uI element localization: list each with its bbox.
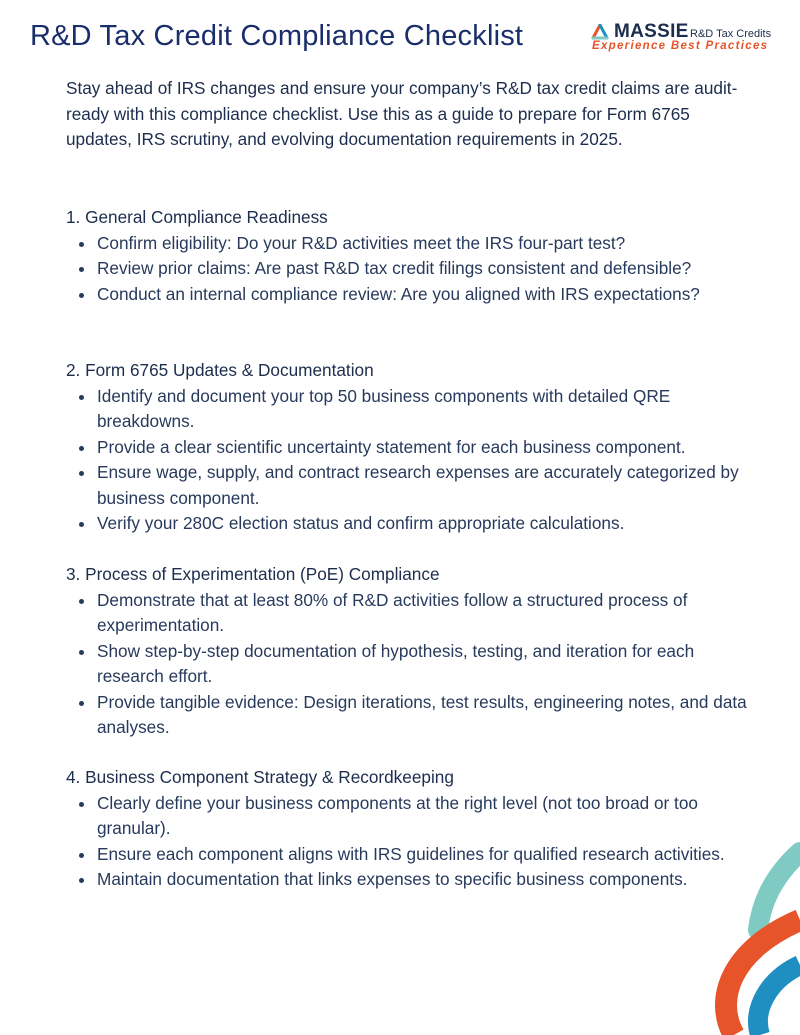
checklist-item: Review prior claims: Are past R&D tax credit filings consistent and defensible? [66, 256, 756, 282]
checklist [66, 231, 756, 308]
checklist-item: Ensure wage, supply, and contract research expenses are accurately categorized by business component. [66, 460, 756, 511]
checklist-item: Identify and document your top 50 business components with detailed QRE breakdowns. [66, 384, 756, 435]
checklist [66, 791, 756, 893]
checklist-item: Provide a clear scientific uncertainty statement for each business component. [66, 435, 756, 461]
section-heading: 4. Business Component Strategy & Recordkeeping [66, 767, 454, 787]
checklist [66, 384, 756, 537]
section-heading: 2. Form 6765 Updates & Documentation [66, 360, 374, 380]
checklist-item: Show step-by-step documentation of hypothesis, testing, and iteration for each research effort. [66, 639, 756, 690]
checklist-item: Ensure each component aligns with IRS guidelines for qualified research activities. [66, 842, 756, 868]
checklist-item: Clearly define your business components at the right level (not too broad or too granular). [66, 791, 756, 842]
decorative-arcs-graphic [690, 840, 800, 1035]
logo-sub-text: R&D Tax Credits [690, 28, 772, 40]
logo-tagline: Experience Best Practices [592, 40, 769, 52]
intro-paragraph: Stay ahead of IRS changes and ensure your company’s R&D tax credit claims are audit-ready with this compliance checklist. Use this as a guide to prepare for Form 6765 updates, IRS scrutiny, and evolving documentation requirements in 2025. [66, 78, 738, 149]
logo-brand-text: MASSIE [614, 21, 689, 42]
page-title: R&D Tax Credit Compliance Checklist [30, 20, 524, 52]
checklist [66, 588, 756, 741]
section-heading: 3. Process of Experimentation (PoE) Compliance [66, 564, 440, 584]
checklist-item: Confirm eligibility: Do your R&D activities meet the IRS four-part test? [66, 231, 756, 257]
checklist-item: Provide tangible evidence: Design iterations, test results, engineering notes, and data analyses. [66, 690, 756, 741]
checklist-item: Demonstrate that at least 80% of R&D activities follow a structured process of experimentation. [66, 588, 756, 639]
section-form-6765 [66, 358, 756, 537]
company-logo [590, 22, 780, 58]
section-process-of-experimentation [66, 562, 756, 741]
section-general-compliance [66, 205, 756, 307]
section-business-component-strategy [66, 765, 756, 893]
section-heading: 1. General Compliance Readiness [66, 207, 328, 227]
checklist-item: Maintain documentation that links expenses to specific business components. [66, 867, 756, 893]
checklist-item: Verify your 280C election status and confirm appropriate calculations. [66, 511, 756, 537]
checklist-item: Conduct an internal compliance review: Are you aligned with IRS expectations? [66, 282, 756, 308]
